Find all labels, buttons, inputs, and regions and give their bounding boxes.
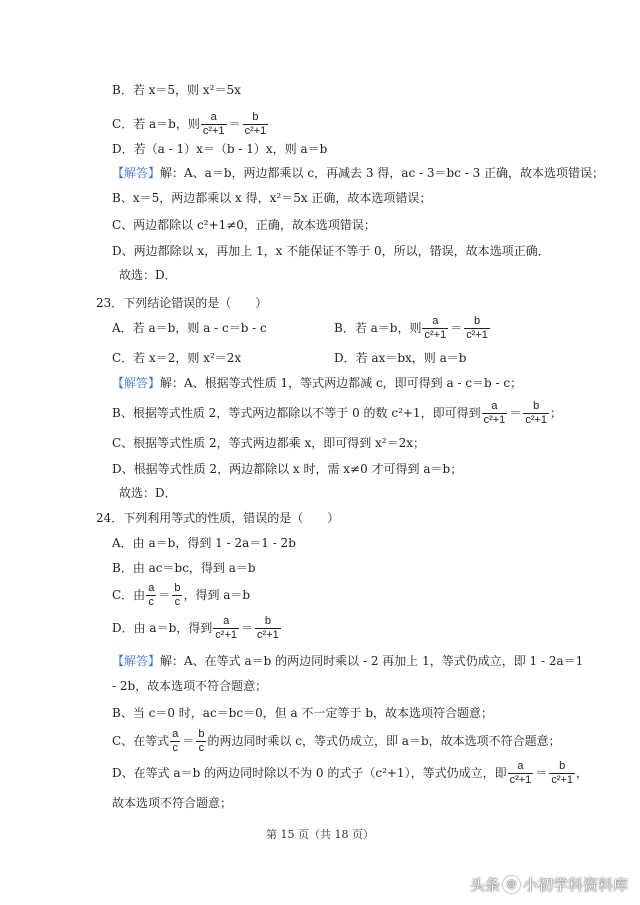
fraction — [172, 582, 182, 609]
denominator: c²+1 — [483, 413, 506, 426]
q22-option-c — [112, 110, 269, 138]
answer-text: 解：A、a＝b，两边都乘以 c，再减去 3 得，ac - 3＝bc - 3 正确，故本选项错误； — [160, 166, 605, 180]
answer-text: D、在等式 a＝b 的两边同时除以不为 0 的式子（c²+1），等式仍成立，即 — [112, 766, 507, 780]
answer-text: B、当 c＝0 时，ac＝bc＝0，但 a 不一定等于 b，故本选项符合题意； — [112, 706, 493, 720]
numerator: b — [264, 614, 271, 627]
equals-sign: ＝ — [509, 406, 522, 420]
option-text: 若（a - 1）x＝（b - 1）x，则 a＝b — [133, 142, 328, 156]
fraction — [549, 760, 575, 787]
denominator: c²+1 — [509, 773, 532, 786]
fraction — [146, 582, 156, 609]
answer-text: B、x＝5，两边都乘以 x 得，x²＝5x 正确，故本选项错误； — [112, 191, 432, 205]
fraction — [213, 615, 239, 642]
q23-answer-d — [112, 458, 462, 480]
denominator: c²+1 — [202, 124, 225, 137]
fraction — [201, 111, 227, 138]
fraction — [255, 615, 281, 642]
q23-option-d — [334, 347, 466, 369]
denominator: c — [148, 595, 154, 608]
equals-sign: ＝ — [158, 588, 171, 602]
q24-answer-e — [112, 792, 232, 814]
denominator: c — [174, 595, 181, 608]
numerator: b — [474, 314, 481, 327]
q24-option-d — [112, 612, 282, 644]
watermark-brand: 头条 — [469, 876, 500, 894]
option-text: A．若 a＝b，则 a - c＝b - c — [112, 321, 267, 335]
denominator: c²+1 — [466, 328, 488, 341]
option-text: B．由 ac＝bc，得到 a＝b — [112, 561, 256, 575]
q24-answer-b — [112, 702, 493, 724]
denominator: c²+1 — [215, 628, 237, 641]
option-label: C． — [112, 117, 134, 131]
q22-answer-a — [112, 162, 604, 184]
watermark — [470, 874, 628, 895]
q23-answer-b — [112, 398, 562, 428]
option-text: A．由 a＝b，得到 1 - 2a＝1 - 2b — [112, 536, 296, 550]
numerator: a — [432, 314, 439, 327]
answer-text: 解：A、根据等式性质 1，等式两边都减 c，即可得到 a - c＝b - c； — [160, 376, 523, 390]
option-text: 若 a＝b，则 — [133, 117, 200, 131]
numerator: a — [223, 614, 230, 627]
answer-choice: 故选：D． — [119, 486, 177, 500]
answer-text: B、根据等式性质 2，等式两边都除以不等于 0 的数 c²+1，即可得到 — [112, 406, 481, 420]
answer-text: 解：A、在等式 a＝b 的两边同时乘以 - 2 再加上 1，等式仍成立，即 1 - 2a＝1 — [160, 654, 584, 668]
option-text: D．由 a＝b，得到 — [112, 621, 213, 635]
q22-answer-d — [112, 240, 550, 262]
numerator: a — [210, 110, 217, 123]
numerator: a — [517, 759, 524, 772]
numerator: b — [533, 399, 540, 412]
answer-text: - 2b，故本选项不符合题意； — [112, 679, 268, 693]
fraction — [464, 315, 490, 342]
fraction — [422, 315, 448, 342]
q24-answer-a2 — [112, 675, 267, 697]
fraction — [523, 400, 549, 427]
numerator: a — [491, 399, 498, 412]
question-stem: 23．下列结论错误的是（ ） — [96, 296, 268, 310]
q24-option-c — [112, 581, 250, 609]
equals-sign: ＝ — [228, 117, 241, 131]
equals-sign: ＝ — [535, 766, 548, 780]
q23-option-c — [112, 347, 241, 369]
answer-tag: 【解答】 — [112, 654, 161, 668]
q22-answer-b — [112, 187, 431, 209]
denominator: c²+1 — [257, 628, 279, 641]
q24-option-a — [112, 532, 296, 554]
answer-text: ， — [576, 766, 589, 780]
fraction — [196, 728, 206, 755]
at-icon: @ — [503, 876, 520, 893]
denominator: c²+1 — [244, 124, 267, 137]
option-label: B． — [112, 83, 133, 97]
equals-sign: ＝ — [241, 621, 254, 635]
q23-answer-choice — [119, 482, 177, 504]
q22-answer-c — [112, 214, 376, 236]
denominator: c²+1 — [424, 328, 447, 341]
fraction — [508, 760, 534, 787]
watermark-account: 小初学科资料库 — [522, 876, 628, 894]
page-number: 第 15 页（共 18 页） — [266, 828, 374, 841]
answer-tag: 【解答】 — [112, 376, 161, 390]
numerator: b — [559, 759, 566, 772]
numerator: b — [198, 727, 205, 740]
q24-answer-c — [112, 727, 561, 755]
option-text: B．若 a＝b，则 — [334, 321, 422, 335]
q23-stem — [96, 292, 267, 314]
q22-option-d — [112, 138, 327, 160]
q24-stem — [96, 507, 339, 529]
q23-option-b — [334, 314, 491, 342]
q23-answer-a — [112, 372, 522, 394]
fraction — [170, 728, 180, 755]
answer-text: ； — [550, 406, 563, 420]
option-text: C．若 x＝2，则 x²＝2x — [112, 351, 242, 365]
answer-text: C、两边都除以 c²+1≠0，正确，故本选项错误； — [112, 218, 376, 232]
fraction — [482, 400, 508, 427]
numerator: b — [174, 581, 181, 594]
numerator: a — [172, 727, 179, 740]
answer-text: 故本选项不符合题意； — [112, 796, 233, 810]
answer-text: D、两边都除以 x，再加上 1，x 不能保证不等于 0，所以，错误，故本选项正确． — [112, 244, 550, 258]
answer-text: C、在等式 — [112, 734, 170, 748]
option-text: C．由 — [112, 588, 146, 602]
answer-tag: 【解答】 — [112, 166, 161, 180]
denominator: c²+1 — [551, 773, 574, 786]
q24-answer-d — [112, 757, 588, 789]
q22-answer-choice — [119, 264, 177, 286]
option-text: ，得到 a＝b — [183, 588, 251, 602]
answer-text: 的两边同时乘以 c，等式仍成立，即 a＝b，故本选项不符合题意； — [207, 734, 561, 748]
q24-option-b — [112, 557, 256, 579]
q23-answer-c — [112, 432, 425, 454]
denominator: c — [172, 741, 178, 754]
numerator: a — [148, 581, 155, 594]
denominator: c²+1 — [525, 413, 548, 426]
question-stem: 24．下列利用等式的性质，错误的是（ ） — [96, 511, 340, 525]
fraction — [243, 111, 269, 138]
equals-sign: ＝ — [182, 734, 195, 748]
option-text: 若 x＝5，则 x²＝5x — [132, 83, 241, 97]
numerator: b — [252, 110, 259, 123]
answer-choice: 故选：D． — [119, 268, 177, 282]
denominator: c — [198, 741, 205, 754]
option-label: D． — [112, 142, 134, 156]
q24-answer-a1 — [112, 650, 583, 672]
answer-text: C、根据等式性质 2，等式两边都乘 x，即可得到 x²＝2x； — [112, 436, 426, 450]
q22-option-b — [112, 79, 241, 101]
option-text: D．若 ax＝bx，则 a＝b — [334, 351, 467, 365]
q23-option-a — [112, 317, 267, 339]
answer-text: D、根据等式性质 2，两边都除以 x 时，需 x≠0 才可得到 a＝b； — [112, 462, 463, 476]
equals-sign: ＝ — [450, 321, 463, 335]
